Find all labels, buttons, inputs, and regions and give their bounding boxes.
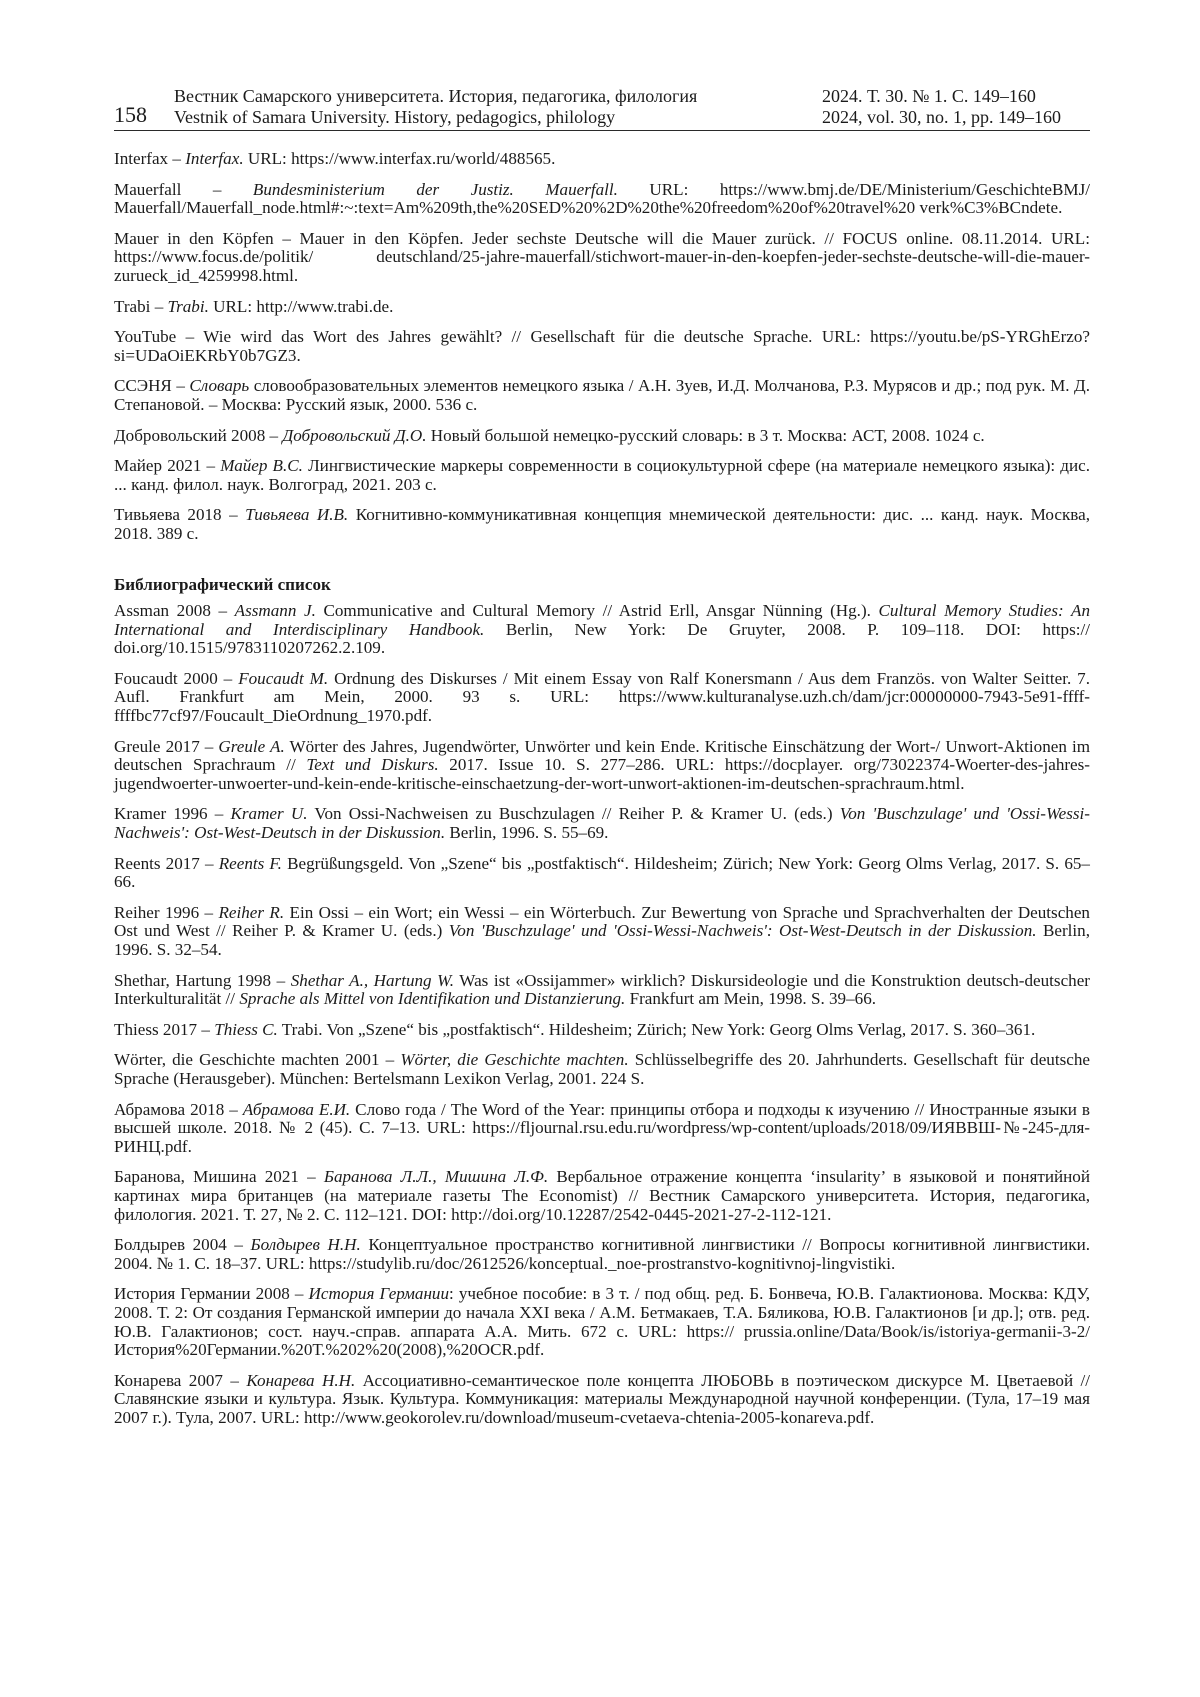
bibliography-entry: Kramer 1996 – Kramer U. Von Ossi-Nachweisen zu Buschzulagen // Reiher P. & Kramer U. (eds.) Von 'Buschzulage' und 'Ossi-Wessi-Nachweis': Ost-West-Deutsch in der Diskussion. Berlin, 1996. S. 55–69. [114, 804, 1090, 843]
bibliography-entry: Reiher 1996 – Reiher R. Ein Ossi – ein Wort; ein Wessi – ein Wörterbuch. Zur Bewertung von Sprache und Sprachverhalten der Deutschen Ost und West // Reiher P. & Kramer U. (eds.) Von 'Buschzulage' und 'Ossi-Wessi-Nachweis': Ost-West-Deutsch in der Diskussion. Berlin, 1996. S. 32–54. [114, 902, 1091, 959]
page-number: 158 [114, 102, 147, 127]
bibliography-entry: Foucaudt 2000 – Foucaudt M. Ordnung des Diskurses / Mit einem Essay von Ralf Konersmann / Aus dem Französ. von Walter Seitter. 7. Aufl. Frankfurt am Mein, 2000. 93 s. URL: https://www.kulturanalyse.uzh.ch/dam/jcr:00000000-7943-5e91-ffff-ffffbc77cf97/Foucault_DieOrdnung_1970.pdf. [114, 668, 1090, 726]
source-entry: Добровольский 2008 – Добровольский Д.О. Новый большой немецко-русский словарь: в 3 т. Москва: АСТ, 2008. 1024 с. [114, 425, 985, 445]
bibliography-entry: Thiess 2017 – Thiess C. Trabi. Von „Szene“ bis „postfaktisch“. Hildesheim; Zürich; New York: Georg Olms Verlag, 2017. S. 360–361. [114, 1019, 1036, 1039]
bibliography-heading: Библиографический список [114, 574, 331, 594]
issue-info [822, 86, 1061, 128]
bibliography-entry: Shethar, Hartung 1998 – Shethar A., Hartung W. Was ist «Ossijammer» wirklich? Diskursideologie und die Konstruktion deutsch-deutscher Interkulturalität // Sprache als Mittel von Identifikation und Distanzierung. Frankfurt am Mein, 1998. S. 39–66. [114, 970, 1090, 1009]
sources-list [114, 150, 1090, 544]
source-entry: ССЭНЯ – Словарь словообразовательных элементов немецкого языка / А.Н. Зуев, И.Д. Молчанова, Р.З. Мурясов и др.; под рук. М. Д. Степановой. – Москва: Русский язык, 2000. 536 с. [114, 376, 1090, 414]
source-entry: Interfax – Interfax. URL: https://www.interfax.ru/world/488565. [114, 149, 556, 168]
journal-title-ru: Вестник Самарского университета. История, педагогика, филология [174, 86, 698, 106]
journal-title [174, 86, 697, 128]
bibliography-entry: Wörter, die Geschichte machten 2001 – Wörter, die Geschichte machten. Schlüsselbegriffe des 20. Jahrhunderts. Gesellschaft für deutsche Sprache (Herausgeber). München: Bertelsmann Lexikon Verlag, 2001. 224 S. [114, 1050, 1090, 1088]
source-entry: YouTube – Wie wird das Wort des Jahres gewählt? // Gesellschaft für die deutsche Sprache. URL: https://youtu.be/pS-YRGhErzo?si=UDaOiEKRbY0b7GZ3. [114, 327, 1090, 365]
source-entry: Тивьяева 2018 – Тивьяева И.В. Когнитивно-коммуникативная концепция мнемической деятельности: дис. ... канд. наук. Москва, 2018. 389 с. [114, 505, 1090, 543]
issue-info-en: 2024, vol. 30, no. 1, pp. 149–160 [822, 107, 1062, 127]
page-header [114, 84, 1090, 131]
bibliography-entry: Reents 2017 – Reents F. Begrüßungsgeld. Von „Szene“ bis „postfaktisch“. Hildesheim; Zürich; New York: Georg Olms Verlag, 2017. S. 65–66. [114, 853, 1090, 892]
bibliography-entry: Болдырев 2004 – Болдырев Н.Н. Концептуальное пространство когнитивной лингвистики // Вопросы когнитивной лингвистики. 2004. № 1. С. 18–37. URL: https://studylib.ru/doc/2612526/konceptual._noe-prostranstvo-kognitivnoj-lingvistiki. [114, 1235, 1090, 1273]
references-content [114, 150, 1090, 1427]
issue-info-ru: 2024. Т. 30. № 1. С. 149–160 [822, 86, 1036, 106]
bibliography-entry: Assman 2008 – Assmann J. Communicative and Cultural Memory // Astrid Erll, Ansgar Nünning (Hg.). Cultural Memory Studies: An International and Interdisciplinary Handbook. Berlin, New York: De Gruyter, 2008. P. 109–118. DOI: https:// doi.org/10.1515/9783110207262.2.109. [114, 601, 1090, 658]
bibliography-entry: Баранова, Мишина 2021 – Баранова Л.Л., Мишина Л.Ф. Вербальное отражение концепта ‘insularity’ в языковой и понятийной картинах мира британцев (на материале газеты The Economist) // Вестник Самарского университета. История, педагогика, филология. 2021. Т. 27, № 2. С. 112–121. DOI: http://doi.org/10.12287/2542-0445-2021-27-2-112-121. [114, 1167, 1090, 1224]
journal-title-en: Vestnik of Samara University. History, pedagogics, philology [174, 107, 616, 127]
source-entry: Майер 2021 – Майер В.С. Лингвистические маркеры современности в социокультурной сфере (на материале немецкого языка): дис. ... канд. филол. наук. Волгоград, 2021. 203 с. [114, 456, 1091, 494]
source-entry: Mauerfall – Bundesministerium der Justiz. Mauerfall. URL: https://www.bmj.de/DE/Ministerium/GeschichteBMJ/ Mauerfall/Mauerfall_node.html#:~:text=Am%209th,the%20SED%20%2D%20the%20freedom%20of%20travel%20 verk%C3%BCndete. [114, 179, 1090, 218]
source-entry: Mauer in den Köpfen – Mauer in den Köpfen. Jeder sechste Deutsche will die Mauer zurück. // FOCUS online. 08.11.2014. URL: https://www.focus.de/politik/ deutschland/25-jahre-mauerfall/stichwort-mauer-in-den-koepfen-jeder-sechste-deutsche-will-die-mauer-zurueck_id_4259998.html. [114, 228, 1090, 285]
bibliography-entry: Конарева 2007 – Конарева Н.Н. Ассоциативно-семантическое поле концепта ЛЮБОВЬ в поэтическом дискурсе М. Цветаевой // Славянские языки и культура. Язык. Культура. Коммуникация: материалы Международной научной конференции. (Тула, 17–19 мая 2007 г.). Тула, 2007. URL: http://www.geokorolev.ru/download/museum-cvetaeva-chtenia-2005-konareva.pdf. [114, 1370, 1090, 1427]
source-entry: Trabi – Trabi. URL: http://www.trabi.de. [114, 296, 394, 316]
bibliography-entry: Абрамова 2018 – Абрамова Е.И. Слово года / The Word of the Year: принципы отбора и подходы к изучению // Иностранные языки в высшей школе. 2018. № 2 (45). С. 7–13. URL: https://fljournal.rsu.edu.ru/wordpress/wp-content/uploads/2018/09/ИЯВВШ-№-245-для-РИНЦ.pdf. [114, 1099, 1090, 1156]
bibliography-entry: История Германии 2008 – История Германии: учебное пособие: в 3 т. / под общ. ред. Б. Бонвеча, Ю.В. Галактионова. Москва: КДУ, 2008. Т. 2: От создания Германской империи до начала XXI века / А.М. Бетмакаев, Т.А. Бяликова, Ю.В. Галактионов [и др.]; отв. ред. Ю.В. Галактионов; сост. науч.-справ. аппарата А.А. Мить. 672 с. URL: https:// prussia.online/Data/Book/is/istoriya-germanii-3-2/История%20Германии.%20Т.%202%20(2008),%20OCR.pdf. [114, 1284, 1091, 1360]
bibliography-entry: Greule 2017 – Greule A. Wörter des Jahres, Jugendwörter, Unwörter und kein Ende. Kritische Einschätzung der Wort-/ Unwort-Aktionen im deutschen Sprachraum // Text und Diskurs. 2017. Issue 10. S. 277–286. URL: https://docplayer. org/73022374-Woerter-des-jahres-jugendwoerter-unwoerter-und-kein-ende-kritische-einschaetzung-der-wort-unwort-aktionen-im-deutschen-sprachraum.html. [114, 736, 1091, 793]
bibliography-section [114, 576, 1090, 1428]
